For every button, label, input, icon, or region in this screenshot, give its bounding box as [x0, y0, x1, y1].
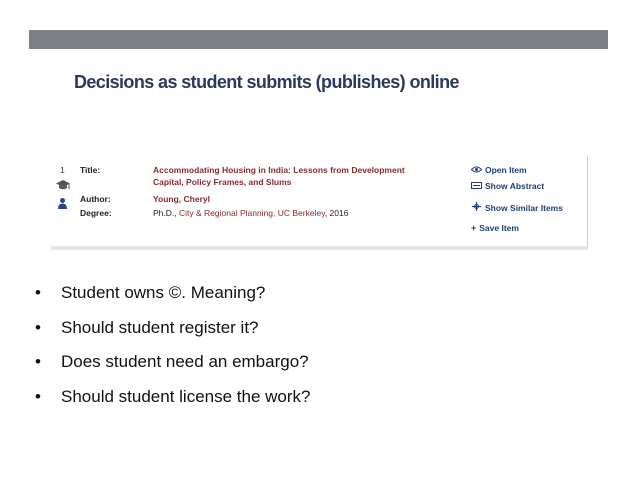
- open-item-button[interactable]: [471, 165, 527, 175]
- show-abstract-label: Show Abstract: [485, 181, 545, 191]
- bullet-list: [35, 276, 311, 414]
- show-abstract-button[interactable]: [471, 181, 544, 191]
- degree-program-link[interactable]: City & Regional Planning, UC Berkeley: [179, 208, 325, 218]
- bullet-text: Should student license the work?: [61, 386, 311, 406]
- title-link-line2[interactable]: Capital, Policy Frames, and Slums: [153, 177, 292, 187]
- show-similar-items-button[interactable]: [471, 202, 563, 213]
- degree-label: Degree:: [80, 208, 112, 218]
- title-label: Title:: [80, 165, 101, 175]
- bullet-dot: •: [35, 352, 41, 371]
- bullet-text: Does student need an embargo?: [61, 352, 309, 371]
- abstract-icon: [471, 181, 482, 191]
- bullet-dot: •: [35, 317, 41, 337]
- bullet-item: [35, 380, 311, 415]
- bullet-text: Student owns ©. Meaning?: [61, 283, 266, 302]
- degree-value: [153, 208, 348, 218]
- save-item-label: Save Item: [479, 223, 519, 233]
- bullet-dot: •: [35, 386, 41, 406]
- slide-title: Decisions as student submits (publishes) online: [74, 72, 459, 92]
- header-bar: [29, 30, 608, 49]
- person-icon: [58, 198, 67, 211]
- eye-icon: [471, 165, 482, 175]
- bullet-text: Should student register it?: [61, 317, 259, 337]
- show-similar-items-label: Show Similar Items: [485, 202, 563, 213]
- degree-year: , 2016: [324, 208, 349, 218]
- bullet-item: [35, 345, 311, 380]
- plus-icon: +: [471, 223, 477, 233]
- graduation-cap-icon: [56, 180, 70, 193]
- bullet-item: [35, 276, 311, 311]
- title-link-line1[interactable]: Accommodating Housing in India: Lessons from Development: [153, 165, 405, 175]
- author-label: Author:: [80, 194, 111, 204]
- bullet-item: [35, 311, 311, 346]
- record-number: 1: [60, 165, 65, 175]
- search-result-record: [51, 156, 588, 250]
- similar-items-icon: [471, 202, 482, 213]
- open-item-label: Open Item: [485, 165, 527, 175]
- degree-type: Ph.D.,: [153, 208, 177, 218]
- save-item-button[interactable]: [471, 223, 519, 233]
- bullet-dot: •: [35, 283, 41, 302]
- author-link[interactable]: Young, Cheryl: [153, 194, 210, 204]
